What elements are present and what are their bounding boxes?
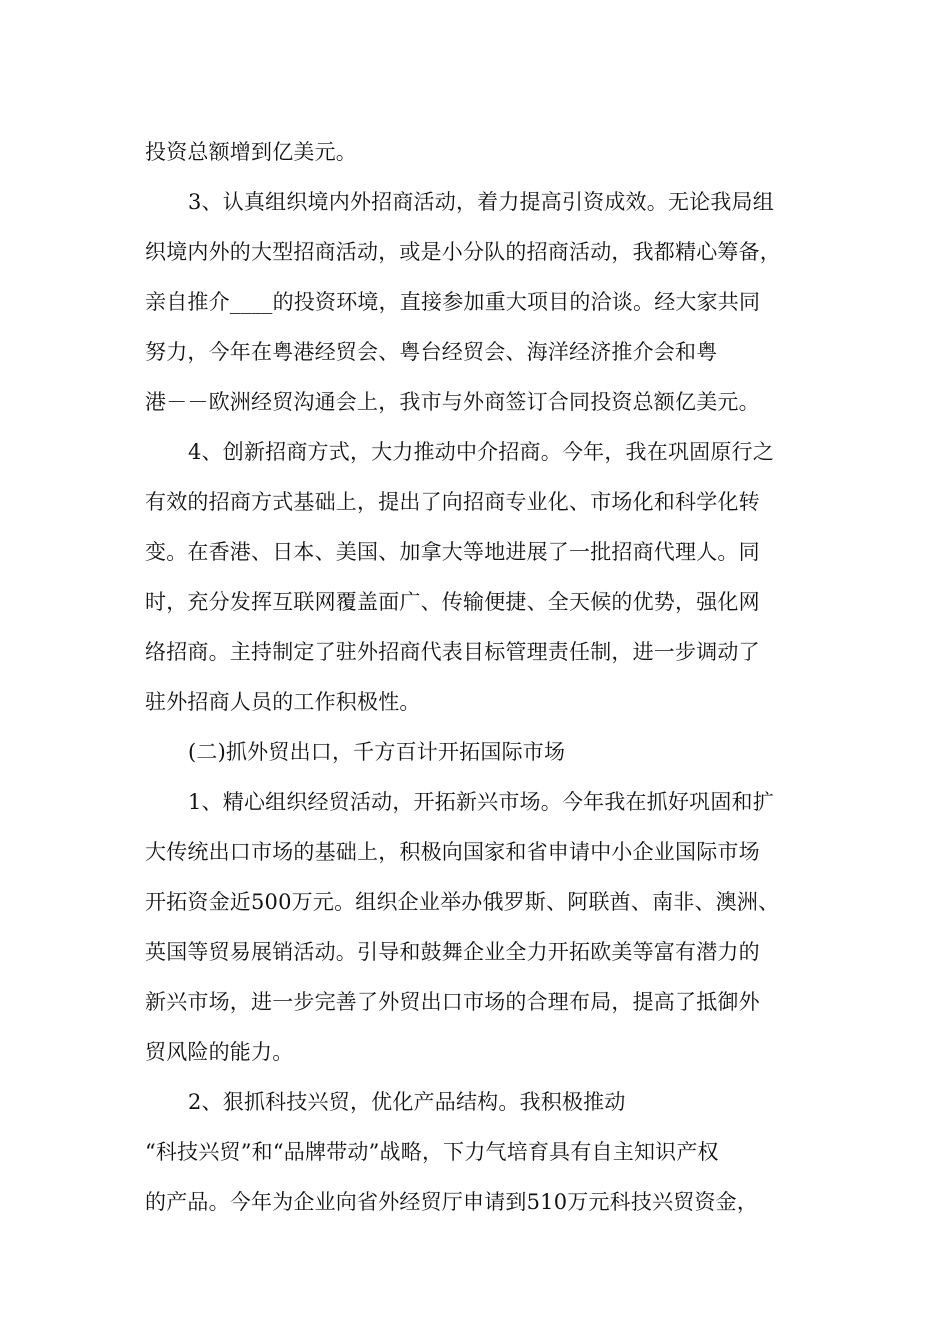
text-line: 络招商。主持制定了驻外招商代表目标管理责任制，进一步调动了 [145, 640, 760, 664]
text-line: 4、创新招商方式，大力推动中介招商。今年，我在巩固原行之 [188, 440, 774, 464]
text-line: 变。在香港、日本、美国、加拿大等地进展了一批招商代理人。同 [145, 540, 760, 564]
text-line: 1、精心组织经贸活动，开拓新兴市场。今年我在抓好巩固和扩 [188, 790, 774, 814]
text-line: 织境内外的大型招商活动，或是小分队的招商活动，我都精心筹备， [145, 240, 781, 264]
text-line: 3、认真组织境内外招商活动，着力提高引资成效。无论我局组 [188, 190, 774, 214]
text-line: 大传统出口市场的基础上，积极向国家和省申请中小企业国际市场 [145, 840, 760, 864]
text-line: 新兴市场，进一步完善了外贸出口市场的合理布局，提高了抵御外 [145, 990, 760, 1014]
text-line: 时，充分发挥互联网覆盖面广、传输便捷、全天候的优势，强化网 [145, 590, 760, 614]
text-line: 英国等贸易展销活动。引导和鼓舞企业全力开拓欧美等富有潜力的 [145, 940, 760, 964]
text-line: “科技兴贸”和“品牌带动”战略，下力气培育具有自主知识产权 [145, 1140, 719, 1164]
text-line: 投资总额增到亿美元。 [145, 140, 357, 164]
text-line: 亲自推介____的投资环境，直接参加重大项目的洽谈。经大家共同 [145, 290, 761, 314]
text-line: 港－－欧洲经贸沟通会上，我市与外商签订合同投资总额亿美元。 [145, 390, 760, 414]
text-line: 贸风险的能力。 [145, 1040, 294, 1064]
text-line: 有效的招商方式基础上，提出了向招商专业化、市场化和科学化转 [145, 490, 760, 514]
text-line: 努力，今年在粤港经贸会、粤台经贸会、海洋经济推介会和粤 [145, 340, 718, 364]
section-heading: (二)抓外贸出口，千方百计开拓国际市场 [188, 740, 566, 764]
text-line: 驻外招商人员的工作积极性。 [145, 690, 421, 714]
text-line: 2、狠抓科技兴贸，优化产品结构。我积极推动 [188, 1090, 626, 1114]
text-line: 开拓资金近500万元。组织企业举办俄罗斯、阿联酋、南非、澳洲、 [145, 890, 780, 914]
text-line: 的产品。今年为企业向省外经贸厅申请到510万元科技兴贸资金， [145, 1190, 759, 1214]
